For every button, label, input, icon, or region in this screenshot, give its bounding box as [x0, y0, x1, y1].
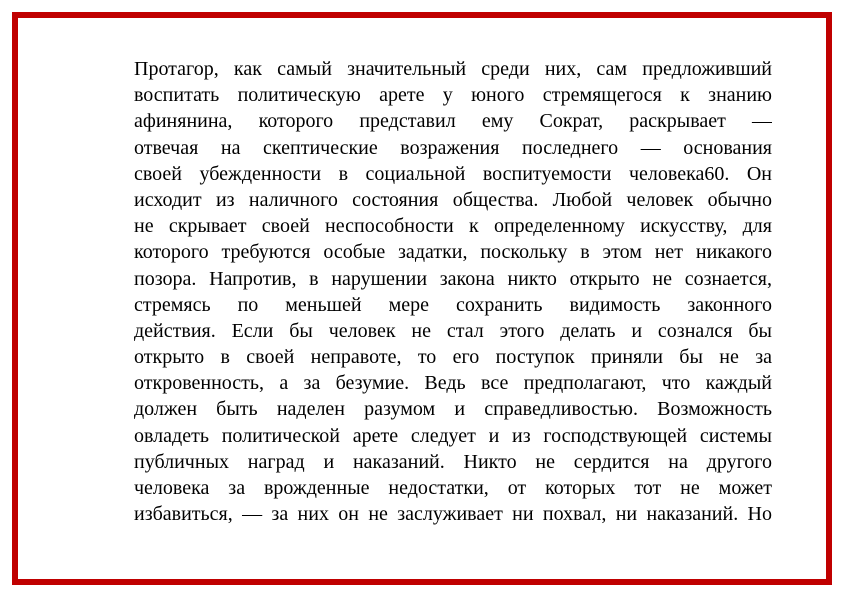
paragraph-line: человека за врожденные недостатки, от которых тот не может	[134, 477, 772, 499]
paragraph-line: Протагор, как самый значительный среди них, сам предложивший	[134, 58, 772, 80]
paragraph-line: откровенность, а за безумие. Ведь все предполагают, что каждый	[134, 372, 772, 395]
paragraph-line: стремясь по меньшей мере сохранить видимость законного	[134, 293, 772, 316]
paragraph-line: действия. Если бы человек не стал этого делать и сознался бы	[134, 319, 772, 342]
paragraph-line: избавиться, — за них он не заслуживает ни похвал, ни наказаний. Но	[134, 503, 772, 526]
paragraph-line: афинянина, которого представил ему Сократ, раскрывает —	[134, 110, 772, 133]
paragraph-line: не скрывает своей неспособности к определенному искусству, для	[134, 215, 772, 238]
paragraph-line: воспитать политическую арете у юного стремящегося к знанию	[134, 84, 772, 107]
paragraph-line: овладеть политической арете следует и из господствующей системы	[134, 424, 772, 447]
paragraph-line: которого требуются особые задатки, поскольку в этом нет никакого	[134, 241, 772, 264]
paragraph-line: публичных наград и наказаний. Никто не сердится на другого	[134, 450, 772, 473]
paragraph-line: позора. Напротив, в нарушении закона никто открыто не сознается,	[134, 267, 772, 290]
paragraph-line: своей убежденности в социальной воспитуемости человека60. Он	[134, 162, 772, 185]
paragraph-line: отвечая на скептические возражения последнего — основания	[134, 136, 772, 159]
paragraph-line: исходит из наличного состояния общества. Любой человек обычно	[134, 188, 772, 211]
paragraph-line: открыто в своей неправоте, то его поступок приняли бы не за	[134, 346, 772, 369]
paragraph-line: должен быть наделен разумом и справедливостью. Возможность	[134, 398, 772, 421]
body-paragraph	[134, 56, 772, 527]
